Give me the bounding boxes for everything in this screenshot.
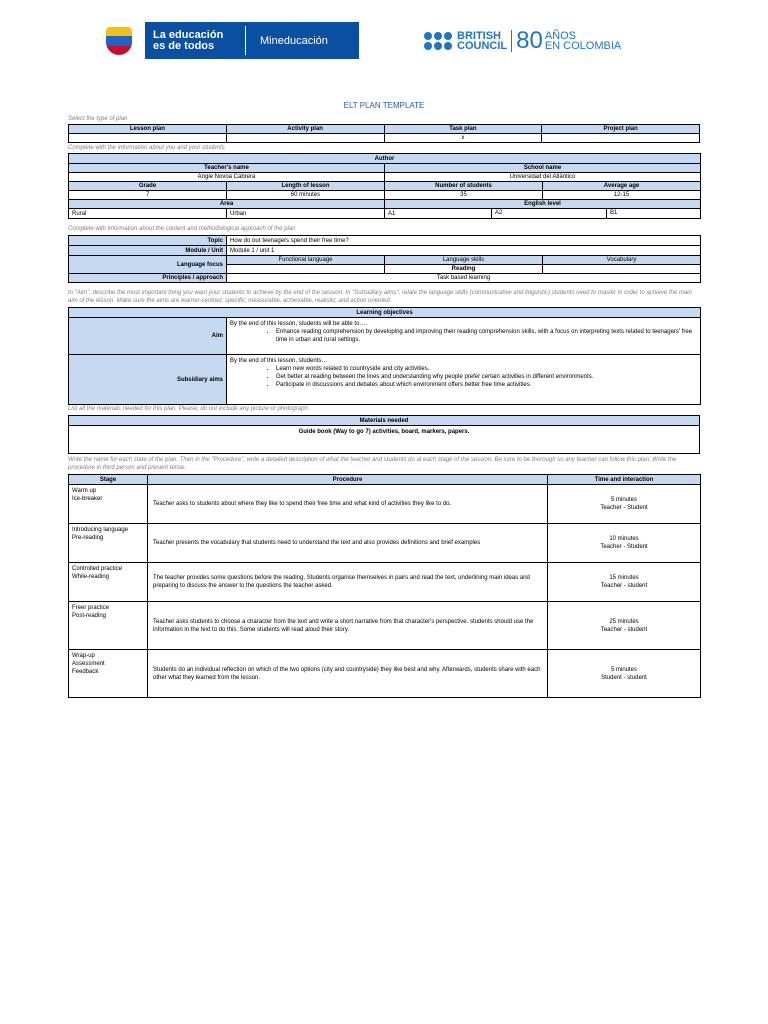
stage-subname: Ice-breaker (72, 496, 103, 502)
vocabulary-label: Vocabulary (543, 256, 701, 265)
procedure-header: Procedure (148, 475, 548, 485)
module-value: Module 1 / unit 1 (227, 246, 701, 256)
stage-subname: Post-reading (72, 613, 107, 619)
british-council-logo (424, 29, 621, 53)
materials-value: Guide book (Way to go 7) activities, board, markers, papers. (69, 426, 700, 454)
british-council-dots-icon (424, 32, 452, 50)
mineducacion-logo (93, 22, 359, 59)
aim-label: Aim (69, 318, 227, 355)
area-label: Area (69, 200, 385, 209)
stage-cell (69, 602, 148, 650)
time-value: 15 minutes (609, 575, 639, 581)
module-label: Module / Unit (69, 246, 227, 256)
plan-mark-project (542, 134, 700, 143)
time-value: 5 minutes (610, 497, 637, 503)
mineducacion-brand: Mineducación (260, 34, 328, 47)
stage-name: Introducing language (72, 527, 129, 533)
table-row (69, 524, 701, 563)
topic-value: How do our teenagers spend their free time? (227, 236, 701, 246)
plan-type-project: Project plan (542, 125, 700, 134)
length-label: Length of lesson (227, 182, 385, 191)
language-focus-label: Language focus (69, 256, 227, 274)
time-value: 25 minutes (609, 618, 639, 625)
time-cell (548, 485, 701, 524)
british-council-name (457, 31, 507, 51)
plan-type-lesson: Lesson plan (69, 125, 227, 134)
stage-subname: While-reading (72, 574, 110, 580)
interaction-value: Teacher - student (600, 626, 648, 633)
subsidiary-bullet: • Learn new words related to countryside and city activities. (276, 365, 697, 373)
author-table (68, 153, 701, 219)
materials-table (68, 415, 700, 454)
anniversary-line-1: AÑOS (544, 30, 576, 42)
procedure-cell: Teacher presents the vocabulary that students need to understand the text and also provides definitions and brief examples (148, 524, 548, 563)
document-title: ELT PLAN TEMPLATE (343, 101, 425, 110)
length-value: 60 minutes (227, 191, 385, 200)
stage-cell (69, 524, 148, 563)
stage-name: Controlled practice (72, 566, 123, 572)
anniversary-line-2: EN COLOMBIA (544, 40, 622, 52)
learning-objectives-section: Learning objectives (69, 308, 701, 318)
stage-subname: Feedback (72, 669, 99, 675)
note-plan-type: Select the type of plan (68, 116, 128, 122)
grade-label: Grade (69, 182, 227, 191)
author-section: Author (69, 154, 701, 164)
aim-cell (227, 318, 701, 355)
aim-bullet: • Enhance reading comprehension by developing and improving their reading comprehension skills, with a focus on interpreting texts related to teenagers' free time in urban and rural settings. (276, 328, 697, 344)
age-value: 12-15 (543, 191, 701, 200)
aim-intro: By the end of this lesson, students will be able to…. (230, 321, 368, 327)
school-name: Universidad del Atlántico (385, 173, 701, 182)
plan-mark-lesson (69, 134, 227, 143)
time-cell (548, 524, 701, 563)
teacher-name: Angie Novoa Cabrera (69, 173, 385, 182)
stage-header: Stage (69, 475, 148, 485)
subsidiary-bullet: • Participate in discussions and debates about which environment offers better free time activities. (276, 381, 697, 389)
note-aims: In "Aim", describe the most important thing you want your students to achieve by the end of the session. In "Subsidiary aims", relate the language skills (communicative and linguistic) students need to master in order to achieve the main aim of the lesson. Make sure the aims are learner-centred, specific, measurable, achievable, realistic, and action oriented. (68, 290, 692, 304)
interaction-value: Teacher - Student (600, 544, 648, 550)
bc-name-line-1: BRITISH (457, 30, 501, 42)
interaction-value: Teacher - student (600, 583, 648, 589)
functional-language-label: Functional language (227, 256, 385, 265)
stages-table (68, 474, 701, 698)
bc-divider (511, 30, 512, 52)
age-label: Average age (543, 182, 701, 191)
slogan (145, 22, 245, 59)
students-value: 35 (385, 191, 543, 200)
table-row (69, 485, 701, 524)
english-level-label: English level (385, 200, 701, 209)
stage-subname: Pre-reading (72, 535, 104, 541)
subsidiary-aims-cell (227, 355, 701, 405)
principles-value: Task based learning (227, 274, 701, 283)
principles-label: Principles / approach (69, 274, 227, 283)
table-row (69, 563, 701, 602)
slogan-line-1: La educación (153, 29, 224, 41)
anniversary-number: 80 (516, 27, 543, 54)
subsidiary-list (230, 365, 697, 389)
area-urban: Urban (227, 209, 385, 219)
level-a1: A1 (385, 209, 492, 219)
slogan-line-2: es de todos (153, 40, 215, 52)
stage-name: Wrap-up (72, 653, 95, 659)
grade-value: 7 (69, 191, 227, 200)
level-a2: A2 (492, 209, 607, 218)
stage-name: Warm up (72, 488, 97, 494)
interaction-value: Student - student (601, 674, 647, 681)
plan-type-table (68, 124, 700, 143)
language-skills-value: Reading (385, 265, 543, 274)
anniversary-text (545, 31, 621, 51)
subsidiary-aims-label: Subsidiary aims (69, 355, 227, 405)
time-cell (548, 650, 701, 698)
plan-mark-activity (226, 134, 384, 143)
teacher-name-label: Teacher's name (69, 164, 385, 173)
aim-list (230, 328, 697, 344)
stage-cell (69, 563, 148, 602)
table-row (69, 602, 701, 650)
language-skills-label: Language skills (385, 256, 543, 265)
school-name-label: School name (385, 164, 701, 173)
time-header: Time and interaction (548, 475, 701, 485)
level-b1: B1 (610, 210, 618, 216)
vocabulary-value (543, 265, 701, 274)
colombia-crest-icon (106, 27, 132, 55)
bc-name-line-2: COUNCIL (457, 40, 508, 52)
level-a2-b1-container (492, 209, 701, 219)
time-cell (548, 602, 701, 650)
plan-type-task: Task plan (384, 125, 542, 134)
materials-section: Materials needed (69, 416, 700, 426)
stage-name: Freer practice (72, 605, 110, 611)
stage-subname: Assessment (72, 661, 105, 667)
table-row (69, 650, 701, 698)
objectives-table (68, 307, 701, 405)
stage-cell (69, 485, 148, 524)
interaction-value: Teacher - Student (600, 505, 648, 511)
procedure-cell: Students do an individual reflection on which of the two options (city and countryside) they like best and why. Afterwards, students share with each other what they learned from the lesson. (148, 650, 548, 698)
content-table (68, 235, 701, 283)
procedure-cell: Teacher asks students to choose a character from the text and write a short narrative from that character's perspective. students should use the information in the text to do this. Some students will read aloud their story. (148, 602, 548, 650)
crest-container (93, 22, 145, 59)
stage-cell (69, 650, 148, 698)
area-rural: Rural (69, 209, 227, 219)
note-content: Complete with information about the content and methodological approach of the plan (68, 226, 296, 232)
note-stages: Write the name for each state of the plan. Then in the "Procedure", write a detailed description of what the teacher and students do at each stage of the session. Be sure to be thorough so any teacher can follow this plan. Write the procedure in third person and present tense. (68, 457, 677, 471)
functional-language-value (227, 265, 385, 274)
time-value: 10 minutes (609, 536, 639, 542)
time-cell (548, 563, 701, 602)
page-header (0, 22, 768, 60)
time-value: 5 minutes (610, 666, 637, 673)
subsidiary-bullet: • Get better at reading between the lines and understanding why people prefer certain activities in different environments. (276, 373, 697, 381)
procedure-cell: The teacher provides some questions before the reading. Students organise themselves in pairs and read the text, underlining main ideas and preparing to discuss the answer to the questions the teacher asked. (148, 563, 548, 602)
students-label: Number of students (385, 182, 543, 191)
subsidiary-intro: By the end of this lesson, students… (230, 358, 328, 364)
note-materials: List all the materials needed for this plan. Please, do not include any picture or photograph. (68, 406, 310, 412)
topic-label: Topic (69, 236, 227, 246)
procedure-cell: Teacher asks to students about where they like to spend their free time and what kind of activities they like to do. (148, 485, 548, 524)
plan-type-activity: Activity plan (226, 125, 384, 134)
note-about: Complete with the information about you and your students (68, 145, 225, 151)
plan-mark-task: x (384, 134, 542, 143)
